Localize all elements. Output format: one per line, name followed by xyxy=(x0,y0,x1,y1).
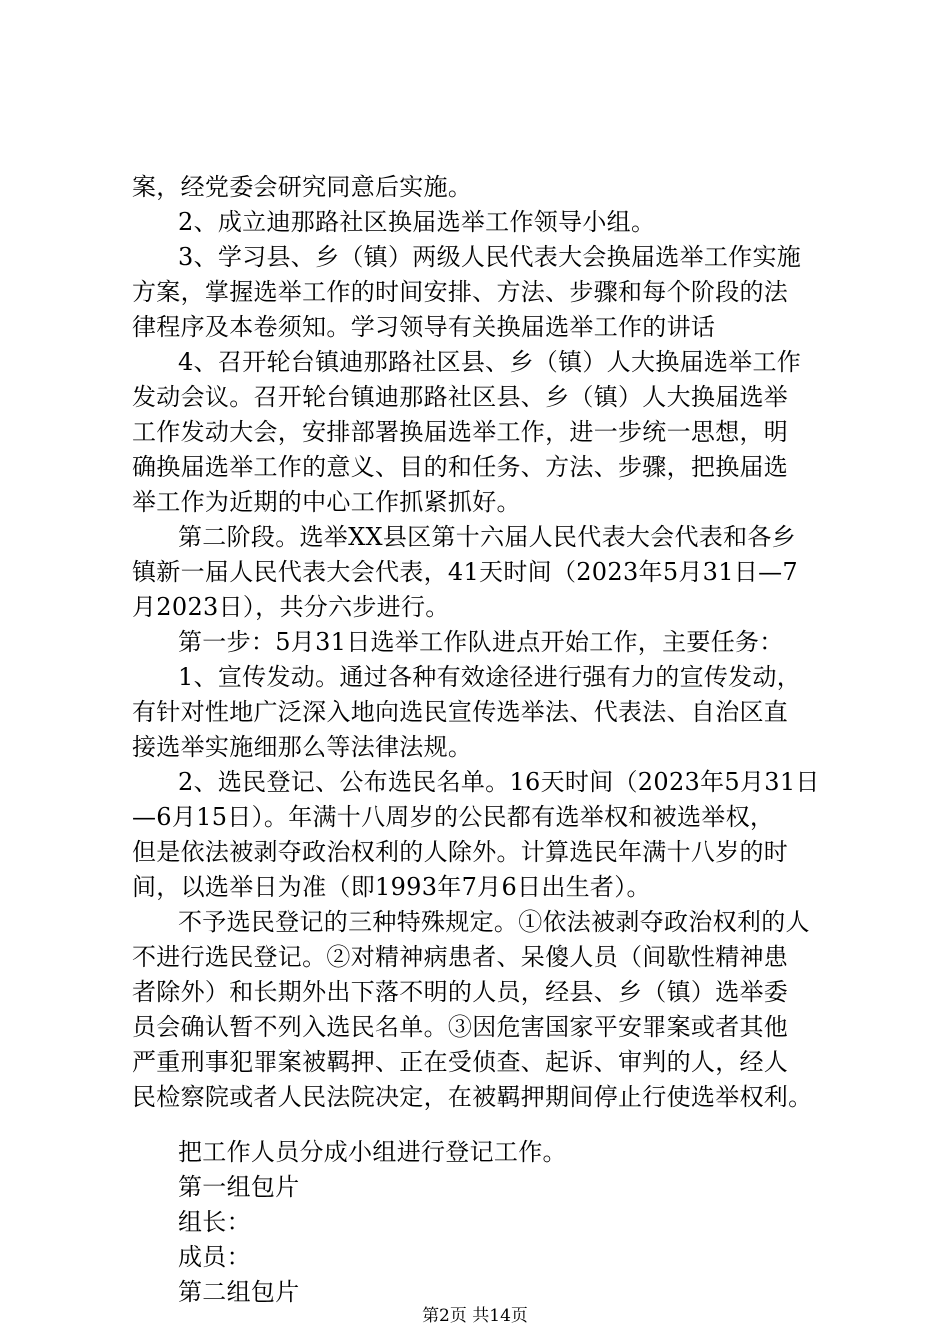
paragraph-line: 镇新一届人民代表大会代表，41天时间（2023年5月31日—7 xyxy=(132,558,798,586)
paragraph-line: 者除外）和长期外出下落不明的人员，经县、乡（镇）选举委 xyxy=(132,978,789,1006)
paragraph-line: 律程序及本卷须知。学习领导有关换届选举工作的讲话 xyxy=(132,313,716,341)
paragraph-line: 接选举实施细那么等法律法规。 xyxy=(132,733,473,761)
paragraph-line: 案，经党委会研究同意后实施。 xyxy=(132,173,473,201)
group-heading: 第二组包片 xyxy=(178,1278,300,1306)
paragraph-line: —6月15日）。年满十八周岁的公民都有选举权和被选举权， xyxy=(132,803,775,831)
paragraph-line: 发动会议。召开轮台镇迪那路社区县、乡（镇）人大换届选举 xyxy=(132,383,789,411)
paragraph-line: 1、宣传发动。通过各种有效途径进行强有力的宣传发动， xyxy=(178,663,802,691)
group-heading: 第一组包片 xyxy=(178,1173,300,1201)
paragraph-line: 方案，掌握选举工作的时间安排、方法、步骤和每个阶段的法 xyxy=(132,278,789,306)
paragraph-line: 把工作人员分成小组进行登记工作。 xyxy=(178,1138,567,1166)
paragraph-line: 2、选民登记、公布选民名单。16天时间（2023年5月31日 xyxy=(178,768,820,796)
paragraph-line: 间，以选举日为准（即1993年7月6日出生者）。 xyxy=(132,873,651,901)
paragraph-line: 月2023日），共分六步进行。 xyxy=(132,593,450,621)
paragraph-line: 4、召开轮台镇迪那路社区县、乡（镇）人大换届选举工作 xyxy=(178,348,802,376)
paragraph-line: 举工作为近期的中心工作抓紧抓好。 xyxy=(132,488,521,516)
paragraph-line: 第一步：5月31日选举工作队进点开始工作，主要任务： xyxy=(178,628,784,656)
paragraph-line: 不予选民登记的三种特殊规定。①依法被剥夺政治权利的人 xyxy=(178,908,810,936)
paragraph-line: 但是依法被剥夺政治权利的人除外。计算选民年满十八岁的时 xyxy=(132,838,789,866)
group-members-label: 成员： xyxy=(178,1243,251,1271)
paragraph-line: 有针对性地广泛深入地向选民宣传选举法、代表法、自治区直 xyxy=(132,698,789,726)
page-number-footer: 第2页 共14页 xyxy=(422,1306,528,1326)
group-leader-label: 组长： xyxy=(178,1208,251,1236)
paragraph-line: 2、成立迪那路社区换届选举工作领导小组。 xyxy=(178,208,656,236)
paragraph-line: 3、学习县、乡（镇）两级人民代表大会换届选举工作实施 xyxy=(178,243,802,271)
paragraph-line: 员会确认暂不列入选民名单。③因危害国家平安罪案或者其他 xyxy=(132,1013,789,1041)
paragraph-line: 民检察院或者人民法院决定，在被羁押期间停止行使选举权利。 xyxy=(132,1083,813,1111)
paragraph-line: 工作发动大会，安排部署换届选举工作，进一步统一思想，明 xyxy=(132,418,789,446)
paragraph-line: 严重刑事犯罪案被羁押、正在受侦查、起诉、审判的人，经人 xyxy=(132,1048,789,1076)
paragraph-line: 第二阶段。选举XX县区第十六届人民代表大会代表和各乡 xyxy=(178,523,796,551)
paragraph-line: 不进行选民登记。②对精神病患者、呆傻人员（间歇性精神患 xyxy=(132,943,789,971)
paragraph-line: 确换届选举工作的意义、目的和任务、方法、步骤，把换届选 xyxy=(132,453,789,481)
